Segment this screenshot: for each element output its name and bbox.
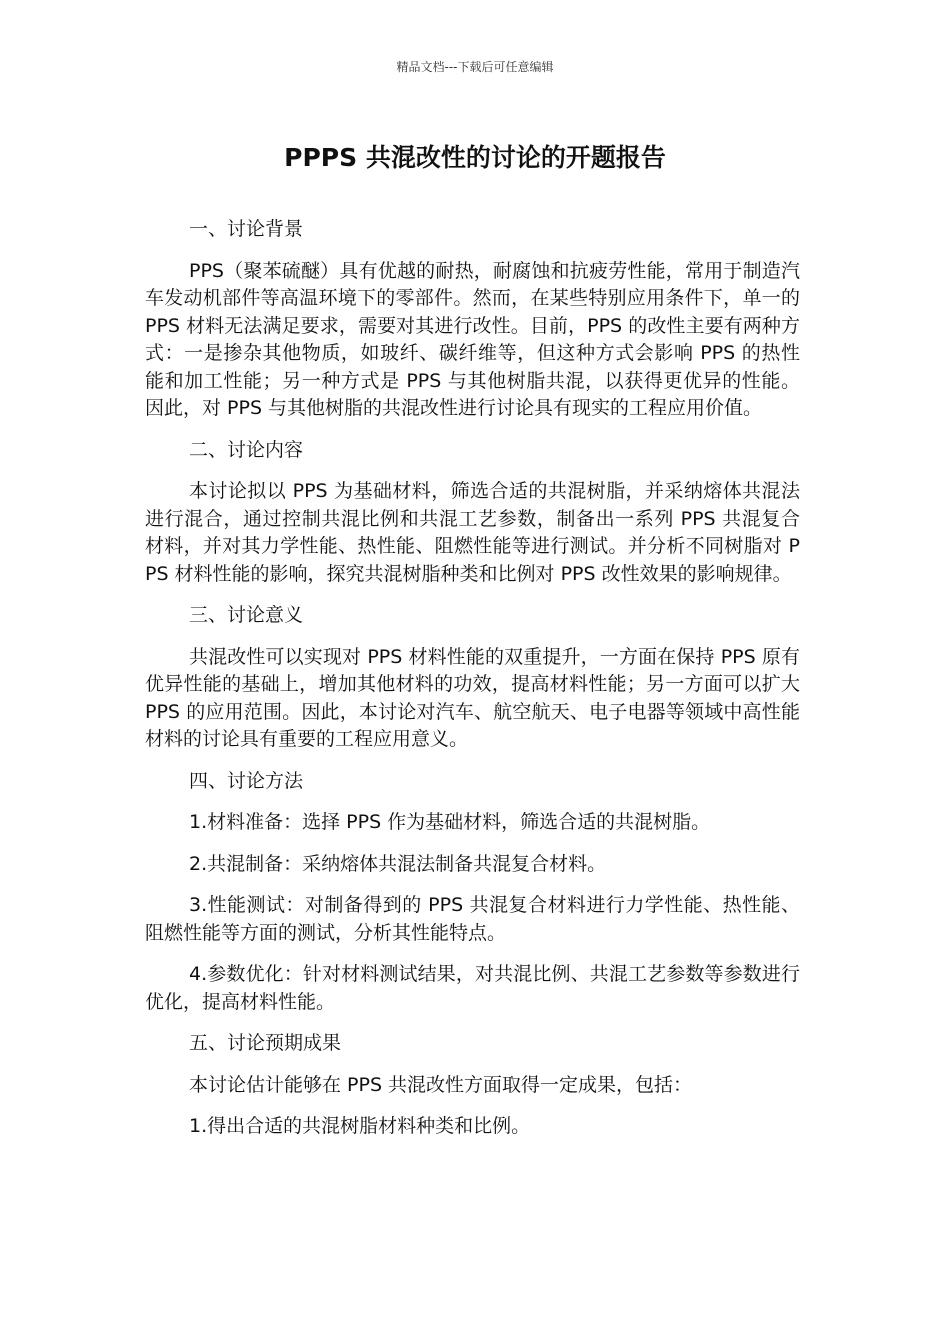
section-heading-significance: 三、讨论意义 [189,604,304,626]
method-item-1: 1.材料准备：选择 PPS 作为基础材料，筛选合适的共混树脂。 [189,811,711,833]
section-heading-background: 一、讨论背景 [189,218,304,240]
section-heading-expected-results: 五、讨论预期成果 [189,1032,342,1054]
method-item-2: 2.共混制备：采纳熔体共混法制备共混复合材料。 [189,852,607,875]
section-heading-methods: 四、讨论方法 [189,769,304,792]
method-item-3: 3.性能测试：对制备得到的 PPS 共混复合材料进行力学性能、热性能、阻燃性能等方面的测试，分析其性能特点。 [145,894,800,944]
section-heading-content: 二、讨论内容 [189,438,304,461]
paragraph-expected-results: 本讨论估计能够在 PPS 共混改性方面取得一定成果，包括： [189,1073,693,1096]
expected-result-item-1: 1.得出合适的共混树脂材料种类和比例。 [189,1115,531,1137]
paragraph-significance: 共混改性可以实现对 PPS 材料性能的双重提升，一方面在保持 PPS 原有优异性能的基础上，增加其他材料的功效，提高材料性能；另一方面可以扩大 PPS 的应用范围。因此，本讨论对汽车、航空航天、电子电器等领域中高性能材料的讨论具有重要的工程应用意义。 [145,645,800,750]
paragraph-content: 本讨论拟以 PPS 为基础材料，筛选合适的共混树脂，并采纳熔体共混法进行混合，通过控制共混比例和共混工艺参数，制备出一系列 PPS 共混复合材料，并对其力学性能、热性能、阻燃性能等进行测试。并分析不同树脂对 PPS 材料性能的影响，探究共混树脂种类和比例对 PPS 改性效果的影响规律。 [145,480,800,585]
document-title: PPPS 共混改性的讨论的开题报告 [284,143,666,172]
paragraph-background: PPS（聚苯硫醚）具有优越的耐热，耐腐蚀和抗疲劳性能，常用于制造汽车发动机部件等高温环境下的零部件。然而，在某些特别应用条件下，单一的 PPS 材料无法满足要求，需要对其进行改性。目前，PPS 的改性主要有两种方式：一是掺杂其他物质，如玻纤、碳纤维等，但这种方式会影响 PPS 的热性能和加工性能；另一种方式是 PPS 与其他树脂共混，以获得更优异的性能。因此，对 PPS 与其他树脂的共混改性进行讨论具有现实的工程应用价值。 [145,259,800,419]
method-item-4: 4.参数优化：针对材料测试结果，对共混比例、共混工艺参数等参数进行优化，提高材料性能。 [145,963,800,1013]
document-body [145,216,800,1155]
page-header-note: 精品文档---下载后可任意编辑 [396,60,554,74]
